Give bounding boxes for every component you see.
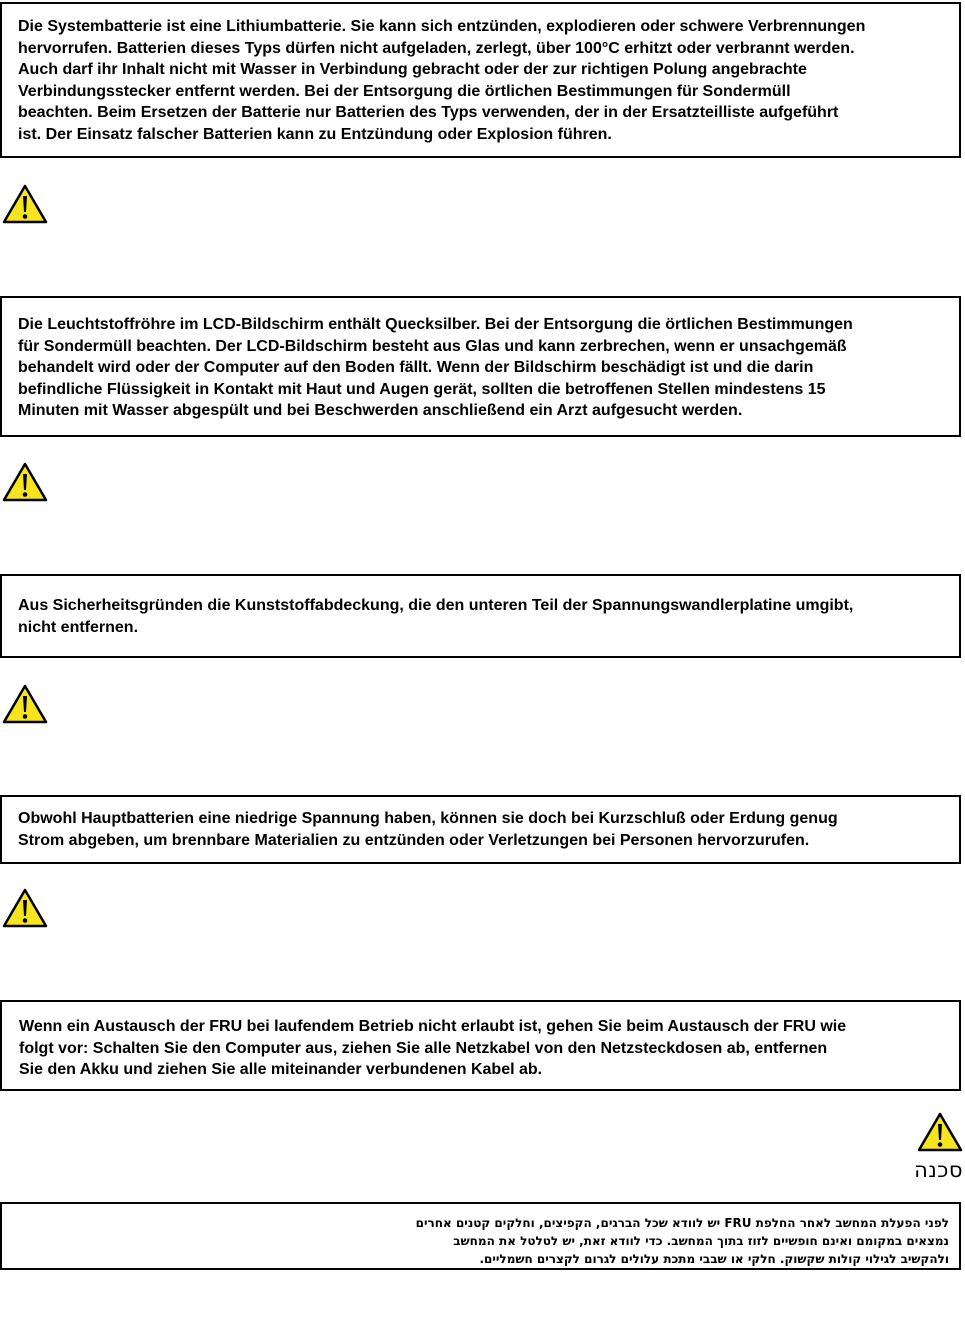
notice-fru — [0, 1000, 961, 1091]
notice-battery-text: Die Systembatterie ist eine Lithiumbatterie. Sie kann sich entzünden, explodieren oder schwere Verbrennungen hervorrufen. Batterien dieses Typs dürfen nicht aufgeladen, zerlegt, über 100°C erhitzt oder verbrannt werden. Auch darf ihr Inhalt nicht mit Wasser in Verbindung gebracht oder der zur richtigen Polung angebrachte Verbindungsstecker entfernt werden. Bei der Entsorgung die örtlichen Bestimmungen für Sondermüll beachten. Beim Ersetzen der Batterie nur Batterien des Typs verwenden, der in der Ersatzteilliste aufgeführt ist. Der Einsatz falscher Batterien kann zu Entzündung oder Explosion führen. — [18, 18, 866, 143]
warning-triangle-icon — [2, 462, 48, 502]
warning-triangle-icon — [917, 1112, 963, 1152]
notice-main-battery-text: Obwohl Hauptbatterien eine niedrige Spannung haben, können sie doch bei Kurzschluß oder Erdung genug Strom abgeben, um brennbare Materialien zu entzünden oder Verletzungen bei Personen hervorzurufen. — [18, 810, 838, 849]
hebrew-danger-label: סכנה — [914, 1158, 963, 1182]
warning-triangle-icon — [2, 184, 48, 224]
warning-triangle-icon — [2, 888, 48, 928]
notice-fru-text: Wenn ein Austausch der FRU bei laufendem Betrieb nicht erlaubt ist, gehen Sie beim Austausch der FRU wie folgt vor: Schalten Sie den Computer aus, ziehen Sie alle Netzkabel von den Netzsteckdosen ab, entfernen Sie den Akku und ziehen Sie alle miteinander verbundenen Kabel ab. — [19, 1018, 847, 1078]
notice-lcd — [0, 296, 961, 437]
notice-cover-text: Aus Sicherheitsgründen die Kunststoffabdeckung, die den unteren Teil der Spannungswandlerplatine umgibt, nicht entfernen. — [18, 597, 854, 636]
notice-hebrew — [0, 1202, 961, 1270]
warning-triangle-icon — [2, 684, 48, 724]
notice-cover — [0, 574, 961, 658]
notice-battery — [0, 2, 961, 158]
notice-lcd-text: Die Leuchtstoffröhre im LCD-Bildschirm enthält Quecksilber. Bei der Entsorgung die örtlichen Bestimmungen für Sondermüll beachten. Der LCD-Bildschirm besteht aus Glas und kann zerbrechen, wenn er unsachgemäß behandelt wird oder der Computer auf den Boden fällt. Wenn der Bildschirm beschädigt ist und die darin befindliche Flüssigkeit in Kontakt mit Haut und Augen gerät, sollten die betroffenen Stellen mindestens 15 Minuten mit Wasser abgespült und bei Beschwerden anschließend ein Arzt aufgesucht werden. — [18, 316, 853, 419]
notice-hebrew-text: לפני הפעלת המחשב לאחר החלפת FRU יש לוודא שכל הברגים, הקפיצים, וחלקים קטנים אחרים נמצאים במקומם ואינם חופשיים לזוז בתוך המחשב. כדי לוודא זאת, יש לטלטל את המחשב ולהקשיב לגילוי קולות שקשוק. חלקי או שבבי מתכת עלולים לגרום לקצרים חשמליים. — [415, 1216, 949, 1266]
notice-main-battery — [0, 795, 961, 864]
